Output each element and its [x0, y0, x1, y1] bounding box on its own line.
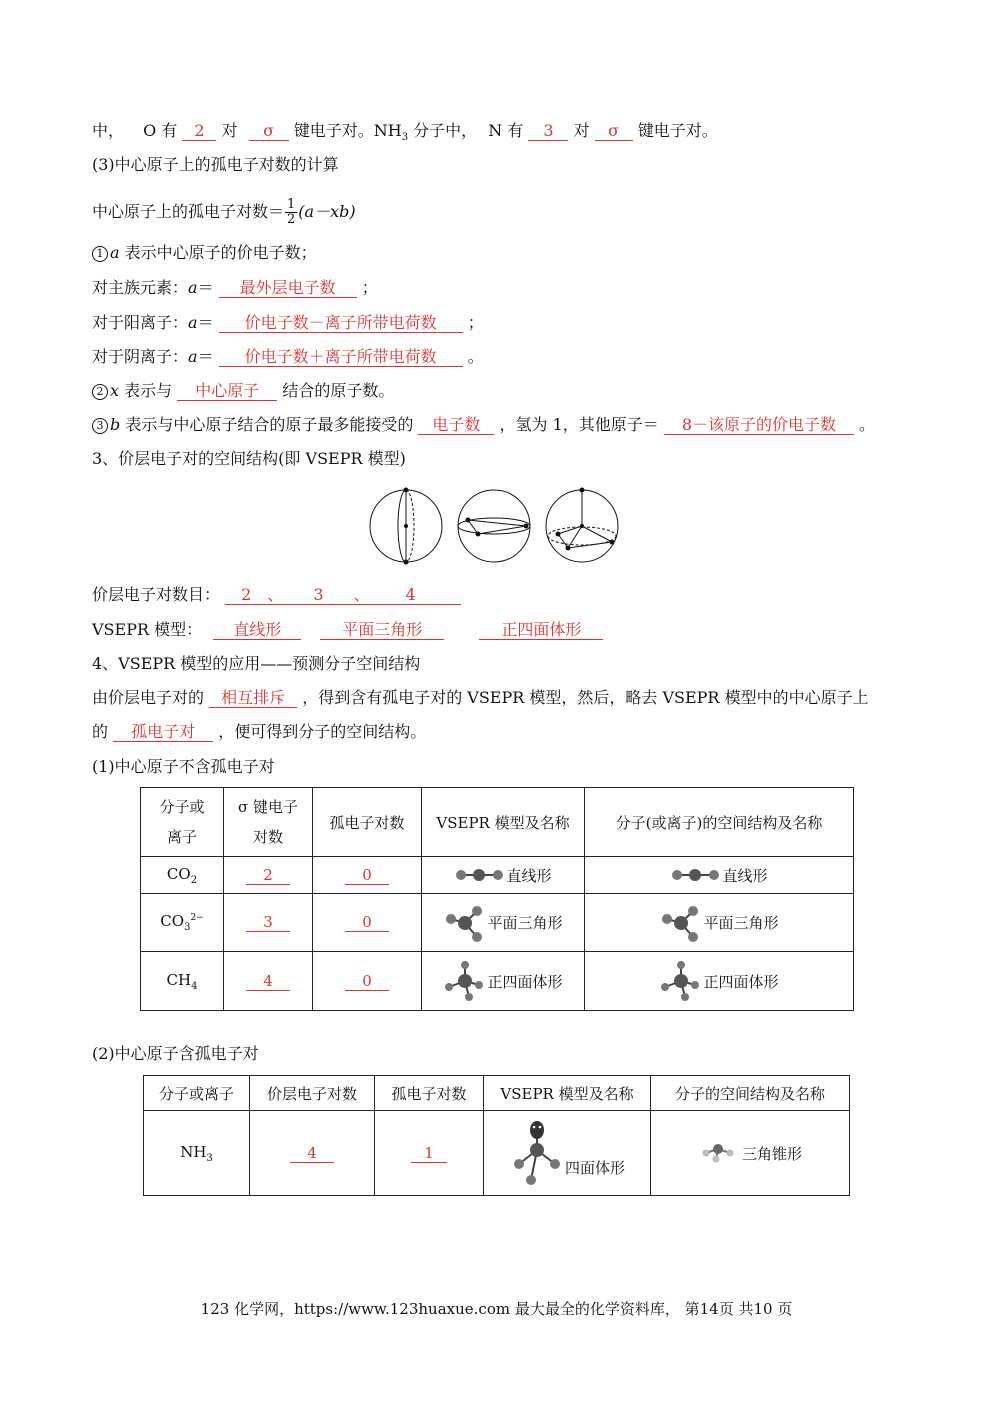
vsepr-cell	[484, 1111, 651, 1196]
formula: CH	[166, 970, 192, 989]
shape-name: 正四面体形	[703, 972, 779, 991]
answer-blank: 2	[246, 866, 290, 885]
answer-blank: σ	[249, 122, 289, 141]
variable: a	[188, 313, 198, 332]
formula-cell	[141, 952, 224, 1011]
trigonal-planar-molecule-icon	[443, 903, 487, 943]
table-1-title: (1)中心原子不含孤电子对	[92, 757, 275, 776]
shape-cell	[651, 1111, 850, 1196]
formula: CO	[166, 864, 191, 883]
text: 键电子对。NH	[293, 121, 402, 140]
text: 对主族元素：	[92, 278, 189, 297]
linear-molecule-icon	[670, 867, 722, 883]
vsepr-cell	[422, 857, 585, 894]
answer-blank: 价电子数＋离子所带电荷数	[219, 348, 463, 367]
anion-line	[92, 346, 484, 368]
header-text: 分子或离子	[159, 798, 205, 846]
answer-blank: 4	[290, 1144, 334, 1163]
table-row	[141, 857, 854, 894]
numerator: 1	[287, 197, 296, 212]
variable: a	[188, 347, 198, 366]
page-footer: 123 化学网，https://www.123huaxue.com 最大最全的化学资料库， 第14页 共10 页	[200, 1300, 793, 1318]
text: 对	[221, 121, 238, 140]
header-cell: 分子(或离子)的空间结构及名称	[585, 788, 854, 857]
text: 中心原子上的孤电子对数＝	[92, 202, 285, 221]
answer-blank: 4	[246, 972, 290, 991]
answer: 4	[405, 585, 416, 604]
answer: 2	[241, 585, 252, 604]
answer-blank: 最外层电子数	[219, 279, 357, 298]
answer-blank: 0	[345, 972, 389, 991]
answer-blank: 价电子数－离子所带电荷数	[219, 314, 463, 333]
circled-number: 3	[92, 418, 108, 434]
shape-cell	[585, 952, 854, 1011]
separator: 、	[267, 585, 284, 604]
subscript: 3	[206, 1152, 213, 1164]
circled-number: 2	[92, 384, 108, 400]
text: ＝	[197, 313, 214, 332]
vsepr-sphere-diagrams	[366, 486, 626, 566]
text: ，氢为 1，其他原子＝	[499, 415, 659, 434]
answer-blank: 3	[246, 913, 290, 932]
fraction	[285, 198, 297, 227]
tetrahedral-sphere-diagram	[546, 488, 618, 562]
answer-blank: 相互排斥	[209, 689, 297, 708]
denominator: 2	[287, 212, 296, 227]
variable: a	[110, 243, 120, 262]
answer-blank: 8－该原子的价电子数	[664, 416, 854, 435]
section-3-subtitle: (3)中心原子上的孤电子对数的计算	[92, 155, 339, 174]
header-cell: VSEPR 模型及名称	[422, 788, 585, 857]
lone-cell	[375, 1111, 484, 1196]
text: 的	[92, 722, 109, 741]
shape-name: 三角锥形	[741, 1144, 802, 1163]
text: 结合的原子数。	[282, 381, 395, 400]
circled-number: 1	[92, 246, 108, 262]
text: ；	[467, 313, 484, 332]
text: 由价层电子对的	[92, 688, 205, 707]
shape-name: 正四面体形	[487, 972, 563, 991]
subscript: 4	[191, 980, 198, 992]
shape-name: 直线形	[506, 866, 552, 885]
vsepr-cell	[422, 952, 585, 1011]
trigonal-pyramidal-molecule-icon	[698, 1141, 738, 1165]
shape-name: 平面三角形	[703, 914, 779, 932]
linear-sphere-diagram	[370, 488, 442, 564]
subscript: 3	[184, 922, 191, 933]
table-2-title: (2)中心原子含孤电子对	[92, 1044, 259, 1063]
answer-blank: 1	[411, 1144, 447, 1163]
text: ；	[361, 278, 378, 297]
separator: 、	[353, 585, 370, 604]
answer-blank-group	[225, 586, 461, 605]
lone-cell	[313, 894, 422, 952]
text: 中，	[92, 121, 125, 140]
text: 表示与	[119, 381, 173, 400]
answer: 3	[313, 585, 324, 604]
header-cell: 分子的空间结构及名称	[651, 1076, 850, 1111]
sigma-cell	[224, 952, 313, 1011]
text: 价层电子对数目：	[92, 585, 221, 604]
header-cell: VSEPR 模型及名称	[484, 1076, 651, 1111]
vsepr-cell	[422, 894, 585, 952]
sigma-cell	[224, 894, 313, 952]
table-row	[144, 1111, 850, 1196]
answer-blank: 平面三角形	[320, 621, 444, 640]
formula: CO	[160, 912, 185, 930]
item-1	[92, 242, 317, 264]
text: ＝	[197, 347, 214, 366]
lone-pair-table	[143, 1075, 850, 1196]
lone-cell	[313, 857, 422, 894]
header-cell	[224, 788, 313, 857]
variable: b	[110, 415, 121, 434]
section-3-heading: 3、价层电子对的空间结构(即 VSEPR 模型)	[92, 449, 406, 468]
linear-molecule-icon	[454, 867, 506, 883]
cation-line	[92, 312, 484, 334]
formula-cell	[141, 857, 224, 894]
shape-name: 四面体形	[564, 1159, 625, 1177]
text: ，便可得到分子的空间结构。	[218, 722, 427, 741]
answer-blank: 电子数	[418, 416, 494, 435]
section-4-paragraph-1	[92, 687, 869, 709]
shape-cell	[585, 894, 854, 952]
shape-name: 平面三角形	[487, 914, 563, 932]
text: 。	[859, 415, 876, 434]
text: ＝	[197, 278, 214, 297]
vsepr-model-line	[92, 619, 603, 641]
table-row	[141, 894, 854, 952]
tetrahedral-lone-pair-icon	[509, 1118, 565, 1188]
header-cell: 孤电子对数	[375, 1076, 484, 1111]
text: VSEPR 模型：	[92, 620, 203, 639]
pairs-cell	[250, 1111, 375, 1196]
sigma-pairs-line	[92, 120, 718, 149]
answer-blank: 2	[182, 122, 216, 141]
pair-count-line	[92, 584, 461, 606]
text: 。	[467, 347, 484, 366]
no-lone-pair-table	[140, 787, 854, 1011]
answer-blank: 0	[345, 866, 389, 885]
variable: x	[110, 381, 120, 400]
text: 表示与中心原子结合的原子最多能接受的	[120, 415, 414, 434]
shape-name: 直线形	[722, 866, 768, 885]
answer-blank: 正四面体形	[479, 621, 603, 640]
formula-expression: (a－xb)	[298, 202, 356, 221]
tetrahedral-molecule-icon	[659, 959, 703, 1003]
formula-cell	[141, 894, 224, 952]
shape-cell	[585, 857, 854, 894]
table-header-row	[141, 788, 854, 857]
item-2	[92, 380, 394, 402]
answer-blank: 3	[528, 122, 568, 141]
formula: NH	[180, 1142, 207, 1161]
text: 对	[573, 121, 590, 140]
lone-pair-formula	[92, 194, 356, 230]
text: ，得到含有孤电子对的 VSEPR 模型，然后，略去 VSEPR 模型中的中心原子上	[302, 688, 869, 707]
subscript: 3	[401, 132, 409, 144]
section-4-paragraph-2	[92, 721, 426, 743]
header-cell: 孤电子对数	[313, 788, 422, 857]
superscript: 2−	[190, 913, 204, 923]
subscript: 2	[190, 874, 198, 886]
header-cell: 价层电子对数	[250, 1076, 375, 1111]
table-header-row	[144, 1076, 850, 1111]
text: 分子中，	[408, 121, 478, 140]
text: 对于阴离子：	[92, 347, 189, 366]
answer-blank: 0	[345, 913, 389, 932]
text: O 有	[143, 121, 178, 140]
answer-blank: σ	[595, 122, 633, 141]
lone-cell	[313, 952, 422, 1011]
section-4-heading: 4、VSEPR 模型的应用——预测分子空间结构	[92, 654, 421, 673]
item-3	[92, 414, 875, 436]
main-group-line	[92, 277, 378, 299]
sigma-cell	[224, 857, 313, 894]
answer-blank: 中心原子	[177, 382, 277, 401]
text: 键电子对。	[637, 121, 718, 140]
formula-cell	[144, 1111, 250, 1196]
variable: a	[188, 278, 198, 297]
text: 对于阳离子：	[92, 313, 189, 332]
answer-blank: 直线形	[213, 621, 301, 640]
trigonal-planar-molecule-icon	[659, 903, 703, 943]
header-text: σ 键电子对数	[237, 798, 298, 846]
header-cell: 分子或离子	[144, 1076, 250, 1111]
text: N 有	[488, 121, 524, 140]
answer-blank: 孤电子对	[113, 723, 213, 742]
table-row	[141, 952, 854, 1011]
header-cell	[141, 788, 224, 857]
tetrahedral-molecule-icon	[443, 959, 487, 1003]
trigonal-sphere-diagram	[458, 490, 530, 562]
text: 表示中心原子的价电子数；	[119, 243, 317, 262]
